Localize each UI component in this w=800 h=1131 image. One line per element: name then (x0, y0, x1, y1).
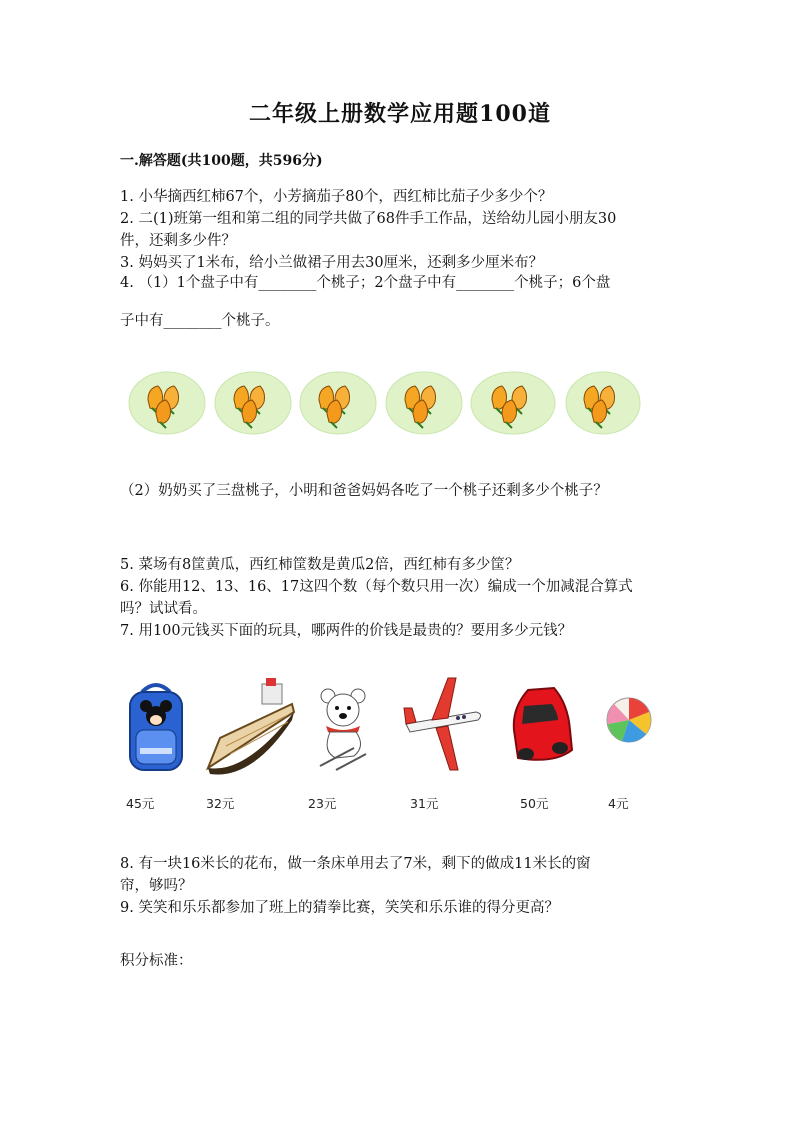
peach-plate-icon (385, 370, 463, 436)
page-title: 二年级上册数学应用题100道 (249, 101, 551, 127)
toy-price-list (118, 672, 678, 822)
airplane-icon (402, 674, 484, 774)
peach-plate-icon (214, 370, 292, 436)
question-2-line-2: 件，还剩多少件？ (120, 233, 236, 249)
question-4-part-2: （2）奶奶买了三盘桃子，小明和爸爸妈妈各吃了一个桃子还剩多少个桃子？ (120, 483, 608, 499)
scoring-label: 积分标准： (120, 953, 193, 969)
question-2-line-1: 2. 二(1)班第一组和第二组的同学共做了68件手工作品，送给幼儿园小朋友30 (120, 211, 617, 227)
bear-icon (314, 686, 374, 772)
peach-plate-icon (470, 370, 556, 436)
toy-price-bear: 23元 (308, 796, 337, 811)
ball-icon (604, 692, 654, 748)
section-header: 一.解答题(共100题，共596分) (120, 153, 323, 169)
toy-price-ship: 32元 (206, 796, 235, 811)
ship-icon (206, 676, 296, 776)
question-9: 9. 笑笑和乐乐都参加了班上的猜拳比赛，笑笑和乐乐谁的得分更高？ (120, 900, 559, 916)
question-4-line-1: 4. （1）1个盘子中有________个桃子；2个盘子中有________个桃子；6个盘 (120, 275, 611, 291)
question-6-line-1: 6. 你能用12、13、16、17这四个数（每个数只用一次）编成一个加减混合算式 (120, 579, 633, 595)
toy-price-car: 50元 (520, 796, 549, 811)
question-8-line-1: 8. 有一块16米长的花布，做一条床单用去了7米，剩下的做成11米长的窗 (120, 856, 591, 872)
toy-price-backpack: 45元 (126, 796, 155, 811)
peach-plate-icon (128, 370, 206, 436)
question-1: 1. 小华摘西红柿67个，小芳摘茄子80个，西红柿比茄子少多少个？ (120, 189, 553, 205)
toy-price-ball: 4元 (608, 796, 629, 811)
car-icon (508, 684, 576, 768)
question-8-line-2: 帘，够吗？ (120, 878, 193, 894)
peach-plates (128, 370, 648, 436)
question-5: 5. 菜场有8筐黄瓜，西红柿筐数是黄瓜2倍，西红柿有多少筐？ (120, 557, 520, 573)
question-6-line-2: 吗？试试看。 (120, 601, 207, 617)
question-7: 7. 用100元钱买下面的玩具，哪两件的价钱是最贵的？要用多少元钱？ (120, 623, 573, 639)
question-4-line-2: 子中有________个桃子。 (120, 313, 280, 329)
backpack-icon (124, 682, 188, 774)
toy-price-airplane: 31元 (410, 796, 439, 811)
peach-plate-icon (299, 370, 377, 436)
peach-plate-icon (565, 370, 641, 436)
question-3: 3. 妈妈买了1米布，给小兰做裙子用去30厘米，还剩多少厘米布？ (120, 255, 544, 271)
